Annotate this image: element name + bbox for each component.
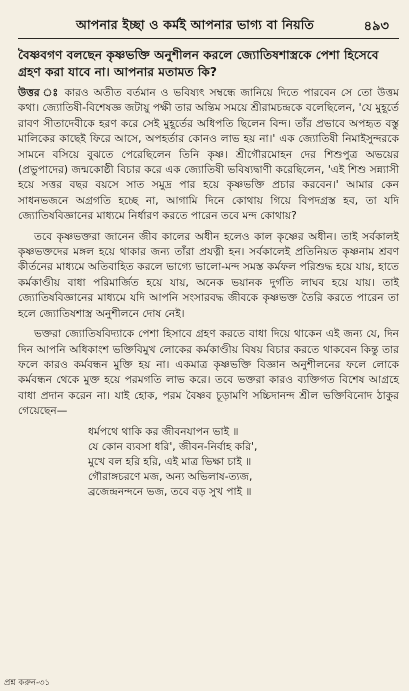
verse-line: ব্রজেন্দ্রনন্দনে ভজ, তবে বড় সুখ পাই ॥ xyxy=(88,486,252,499)
song-verse xyxy=(88,425,399,501)
answer-paragraph-2: তবে কৃষ্ণভক্তরা জানেন জীব কালের অধীন হলেও কাল কৃষ্ণের অধীন। তাই সর্বকালই কৃষ্ণভক্তদের মঙ্গল হয়ে থাকার জন্য তাঁরা প্রযত্নী হন। সর্বকালেই প্রতিনিয়ত কৃষ্ণনাম শ্রবণ কীর্তনের মাধ্যমে অতিবাহিত করলে ভাগ্যে ভালো-মন্দ সমস্ত কর্মফল পরিশুদ্ধ হয়ে যায়, হাতে কর্মকাণ্ডীয় বাধা পরিমার্জিত হয়ে যায়, অনেক ভয়ানক দুর্গতি লাঘব হয়ে যায়। তাই জ্যোতিষবিজ্ঞানের মাধ্যমে যদি আপনি সংসারবদ্ধ জীবকে কৃষ্ণভক্ত তৈরি করতে পারেন তা হলে জ্যোতিষশাস্ত্র অনুশীলনে দোষ নেই। xyxy=(18,230,399,320)
verse-line: মুখে বল হরি হরি, এই মাত্র ভিক্ষা চাই ॥ xyxy=(88,455,252,468)
answer-paragraph-1-text: কারও অতীত বর্তমান ও ভবিষ্যৎ সম্বন্ধে জানিয়ে দিতে পারবেন সে তো উত্তম কথা। জ্যোতিষী-বিশেষজ্ঞ জটায়ু পক্ষী তার অন্তিম সময়ে শ্রীরামচন্দ্রকে বলেছিলেন, 'যে মুহূর্তে রাবণ সীতাদেবীকে হরণ করে সেই মুহূর্তের অধিপতি ছিলেন বিন্দ। তাঁর প্রভাবে অপহৃত বস্তু মালিকের কাছেই ফিরে আসে, অপহর্তার কোনও লাভ হয় না।' এক জ্যোতিষী নিমাইসুন্দরকে সামনে বসিয়ে বুঝতে পেরেছিলেন তিনি কৃষ্ণ। শ্রীগৌরমোহন দের শিশুপুত্র অভয়ের (প্রভুপাদের) জন্মকোষ্ঠী বিচার করে এক জ্যোতিষী ভবিষ্যদ্বাণী করেছিলেন, 'এই শিশু সন্ন্যাসী হয়ে সত্তর বছর বয়সে সাত সমুদ্র পার হয়ে কৃষ্ণভক্তি প্রচার করবেন।' আমার কেন সাধনভজনে অগ্রগতি হচ্ছে না, আগামি দিনে কোথায় গিয়ে বিপদগ্রস্ত হব, তা যদি জ্যোতিষবিজ্ঞানের মাধ্যমে নির্ধারণ করতে পারেন তবে মন্দ কোথায়? xyxy=(18,87,399,223)
answer-paragraph-1 xyxy=(18,86,399,225)
answer-paragraph-3: ভক্তরা জ্যোতিষবিদ্যাকে পেশা হিসাবে গ্রহণ করতে বাধা দিয়ে থাকেন এই জন্য যে, দিন দিন আপনি অধিকাংশ ভক্তিবিমুখ লোকের কর্মকাণ্ডীয় বিষয় বিচার করতে থাকবেন কিন্তু তার ফলে কারও কর্মবন্ধন মুক্তি হয় না। একমাত্র কৃষ্ণভক্তি বিজ্ঞান অনুশীলনের ফলে লোকে কর্মবন্ধন থেকে মুক্ত হয়ে পরমগতি লাভ করে। তবে ভক্তরা কারও ব্যক্তিগত বিশেষ আগ্রহে বাধা প্রদান করেন না। যাই হোক, পরম বৈষ্ণব চূড়ামণি সচ্চিদানন্দ শ্রীল ভক্তিবিনোদ ঠাকুর গেয়েছেন— xyxy=(18,328,399,418)
page-number: ৪৯৩ xyxy=(363,19,389,34)
verse-line: যে কোন ব্যবসা ধরি', জীবন-নির্বাহ করি', xyxy=(88,440,258,453)
header-title: আপনার ইচ্ছা ও কর্মই আপনার ভাগ্য বা নিয়তি xyxy=(76,17,314,32)
question-text: বৈষ্ণবগণ বলছেন কৃষ্ণভক্তি অনুশীলন করলে জ্যোতিষশাস্ত্রকে পেশা হিসেবে গ্রহণ করা যাবে না। আপনার মতামত কি? xyxy=(18,48,379,79)
verse-line: গৌরাঙ্গচরণে মজ, অন্য অভিলাষ-ত্যজ, xyxy=(88,471,253,484)
page-footer-signature: প্রশ্ন করুন-৩১ xyxy=(4,678,51,688)
verse-line: ধর্মপথে থাকি কর জীবনযাপন ভাই ॥ xyxy=(88,425,239,438)
answer-label: উত্তর ঃ xyxy=(18,87,60,99)
running-header xyxy=(18,14,399,39)
